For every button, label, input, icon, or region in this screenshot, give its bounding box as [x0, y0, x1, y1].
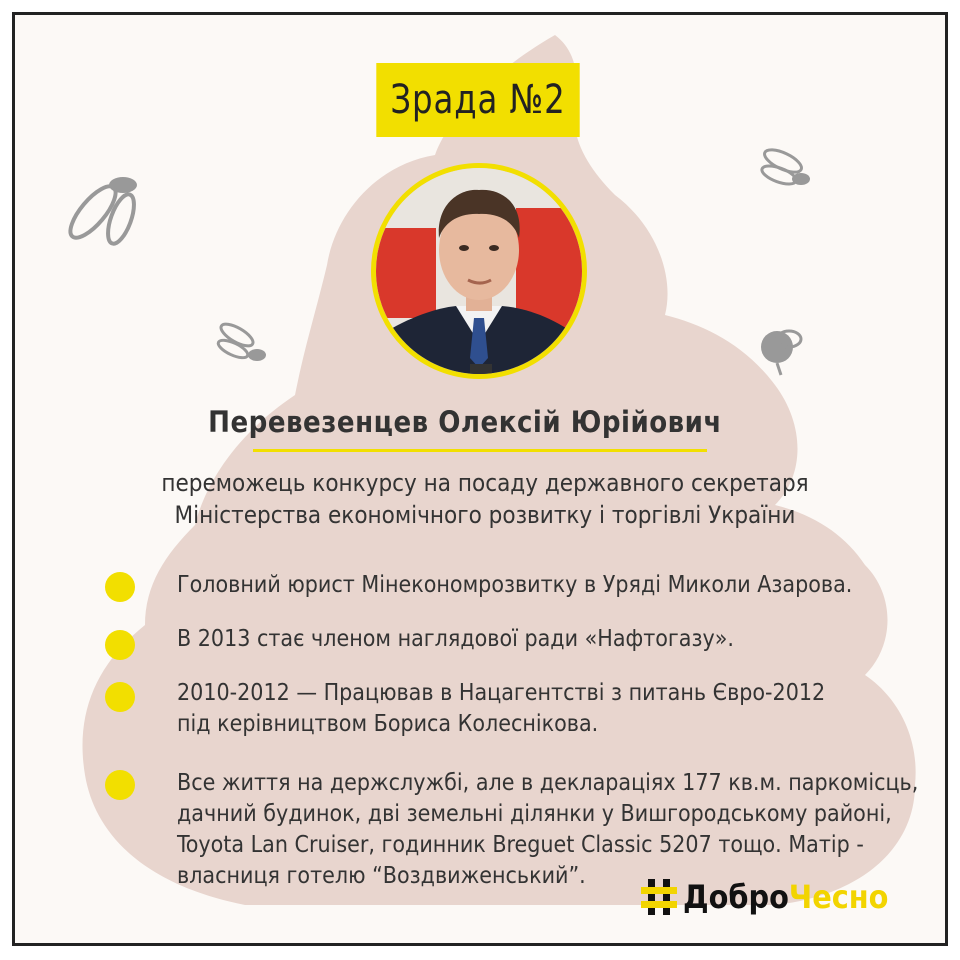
fact-line: Toyota Lan Cruiser, годинник Breguet Classic 5207 тощо. Матір -	[177, 832, 864, 858]
person-subtitle	[75, 467, 895, 531]
fact-text	[177, 624, 937, 655]
name-underline	[253, 449, 707, 452]
bullet-icon	[105, 682, 135, 712]
bullet-icon	[105, 630, 135, 660]
dobrochesno-logo	[639, 877, 888, 917]
fact-line: власниця готелю “Воздвиженський”.	[177, 863, 586, 889]
fact-text	[177, 678, 937, 740]
fact-line: В 2013 стає членом наглядової ради «Нафтогазу».	[177, 626, 734, 652]
title-badge	[376, 63, 579, 137]
hash-logo-icon	[639, 877, 679, 917]
fact-line: під керівництвом Бориса Колеснікова.	[177, 711, 599, 737]
bullet-icon	[105, 572, 135, 602]
fly-icon	[753, 139, 823, 199]
fact-line: Все життя на держслужбі, але в деклараціях 177 кв.м. паркомісць,	[177, 770, 919, 796]
logo-text-dobro: Добро	[683, 878, 789, 916]
logo-text-chesno: Чесно	[788, 878, 889, 916]
fact-text	[177, 768, 937, 892]
fact-line: 2010-2012 — Працював в Нацагентстві з питань Євро-2012	[177, 680, 826, 706]
bullet-icon	[105, 770, 135, 800]
portrait-illustration	[376, 168, 582, 374]
portrait-photo	[371, 163, 587, 379]
fact-line: дачний будинок, дві земельні ділянки у Вишгородському районі,	[177, 801, 892, 827]
title-badge-text: Зрада №2	[390, 77, 566, 123]
infographic-frame	[12, 12, 948, 946]
fact-text	[177, 570, 937, 601]
subtitle-line: Міністерства економічного розвитку і торгівлі України	[174, 501, 796, 529]
fly-icon	[63, 157, 153, 257]
person-name: Перевезенцев Олексій Юрійович	[208, 405, 722, 439]
fly-icon	[755, 317, 809, 379]
fact-line: Головний юрист Мінекономрозвитку в Уряді Миколи Азарова.	[177, 572, 853, 598]
fly-icon	[211, 311, 275, 371]
subtitle-line: переможець конкурсу на посаду державного секретаря	[161, 469, 809, 497]
